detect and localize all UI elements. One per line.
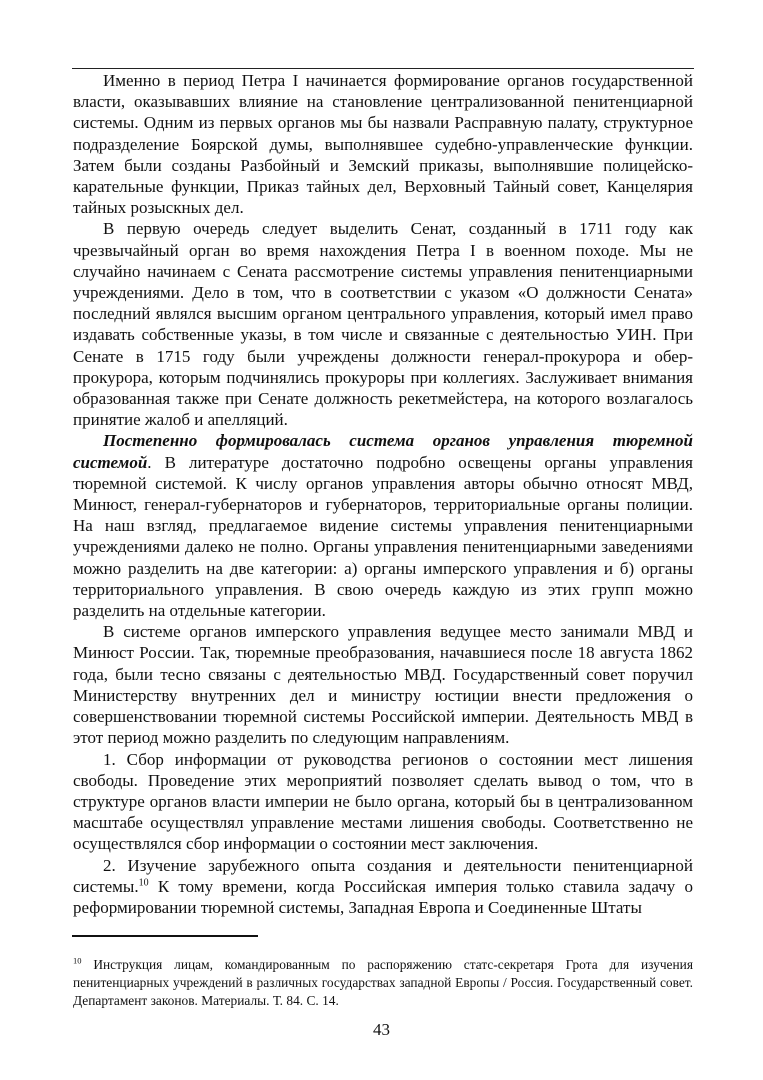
header-rule bbox=[72, 68, 694, 69]
page-number: 43 bbox=[373, 1020, 390, 1039]
emphasized-heading: Постепенно формировалась система органов управления тюремной системой bbox=[73, 431, 693, 472]
paragraph-3-text: . В литературе достаточно подробно освещены органы управления тюремной системой. К числу органов управления авторы обычно относят МВД, Минюст, генерал-губернаторов и губернаторов, территориальные органы полиции. На наш взгляд, предлагаемое видение системы управления пенитенциарными учреждениями далеко не полно. Органы управления пенитенциарными заведениями можно разделить на две категории: а) органы имперского управления и б) органы территориального управления. В свою очередь каждую из этих групп можно разделить на отдельные категории. bbox=[73, 452, 693, 621]
paragraph-2: В первую очередь следует выделить Сенат, созданный в 1711 году как чрезвычайный орган во время нахождения Петра I в военном походе. Мы не случайно начинаем с Сената рассмотрение системы управления пенитенциарными учреждениями. Дело в том, что в соответствии с указом «О должности Сената» последний являлся высшим органом центрального управления, который имел право издавать собственные указы, в том числе и связанные с деятельностью УИН. При Сенате в 1715 году были учреждены должности генерал-прокурора и обер-прокурора, которым подчинялись прокуроры при коллегиях. Заслуживает внимания образованная также при Сенате должность рекетмейстера, на которого возлагалось принятие жалоб и апелляций. bbox=[73, 219, 693, 430]
paragraph-1: Именно в период Петра I начинается формирование органов государственной власти, оказывавших влияние на становление централизованной пенитенциарной системы. Одним из первых органов мы бы назвали Расправную палату, структурное подразделение Боярской думы, выполнявшее судебно-управленческие функции. Затем были созданы Разбойный и Земский приказы, выполнявшие полицейско-карательные функции, Приказ тайных дел, Верховный Тайный совет, Канцелярия тайных розыскных дел. bbox=[73, 71, 693, 218]
footnote bbox=[73, 956, 693, 1010]
paragraph-4: В системе органов имперского управления ведущее место занимали МВД и Минюст России. Так, тюремные преобразования, начавшиеся после 18 августа 1862 года, были тесно связаны с деятельностью МВД. Государственный совет поручил Министерству внутренних дел и министру юстиции внести предложения о совершенствовании тюремной системы Российской империи. Деятельность МВД в этот период можно разделить по следующим направлениям. bbox=[73, 622, 693, 748]
paragraph-3 bbox=[73, 430, 693, 621]
main-text bbox=[73, 70, 693, 918]
paragraph-6-text-continued: К тому времени, когда Российская империя только ставила задачу о реформировании тюремной системы, Западная Европа и Соединенные Штаты bbox=[73, 876, 693, 917]
footnote-text: Инструкция лицам, командированным по распоряжению статс-секретаря Грота для изучения пенитенциарных учреждений в различных государствах западной Европы / Россия. Государственный совет. Департамент законов. Материалы. Т. 84. С. 14. bbox=[73, 957, 693, 1008]
footnote-separator bbox=[72, 935, 258, 937]
paragraph-6 bbox=[73, 855, 693, 919]
footnote-number: 10 bbox=[73, 955, 82, 966]
paragraph-5: 1. Сбор информации от руководства регионов о состоянии мест лишения свободы. Проведение этих мероприятий позволяет сделать вывод о том, что в структуре органов власти империи не было органа, который бы в централизованном масштабе осуществлял управление местами лишения свободы. Соответственно не осуществлялся сбор информации о состоянии мест заключения. bbox=[73, 749, 693, 854]
footnote-reference[interactable]: 10 bbox=[138, 877, 149, 889]
paragraph-6-text: 2. Изучение зарубежного опыта создания и деятельности пенитенциарной системы. bbox=[73, 855, 693, 896]
